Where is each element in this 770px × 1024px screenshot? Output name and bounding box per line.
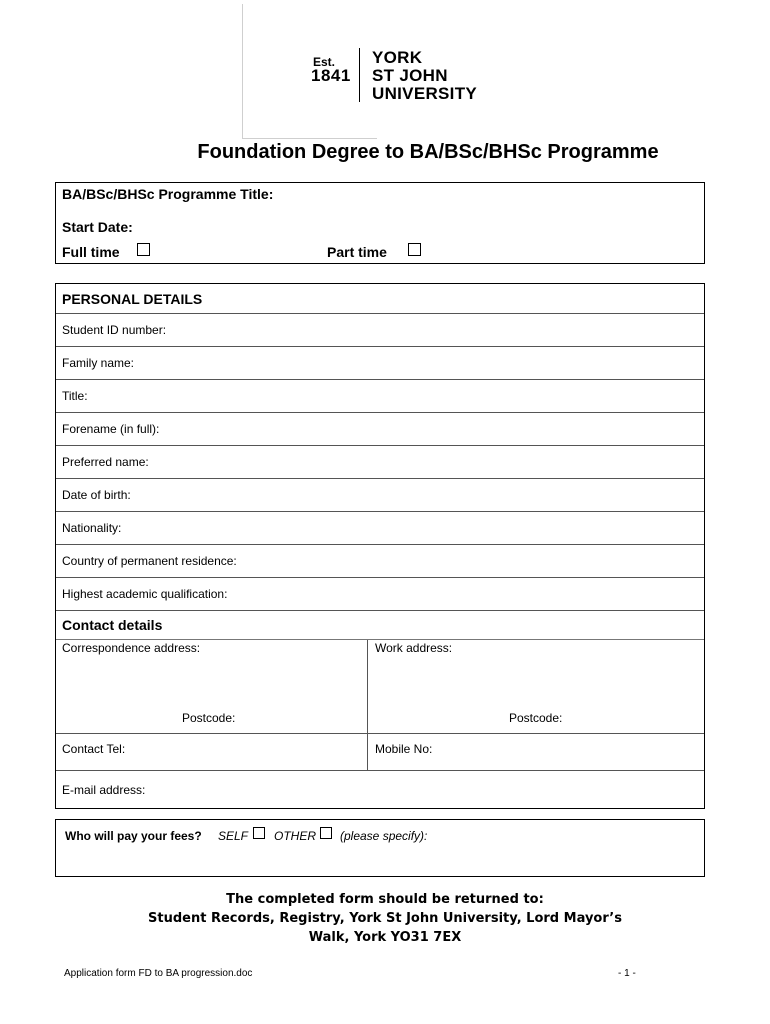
- email-field[interactable]: E-mail address:: [62, 783, 146, 797]
- fees-other-checkbox[interactable]: [320, 827, 332, 839]
- student-id-field[interactable]: Student ID number:: [62, 323, 167, 337]
- row-divider: [56, 412, 704, 413]
- row-divider: [56, 733, 704, 734]
- page-guide-line: [242, 138, 377, 139]
- contact-tel-field[interactable]: Contact Tel:: [62, 742, 126, 756]
- row-divider: [56, 544, 704, 545]
- date-of-birth-field[interactable]: Date of birth:: [62, 488, 131, 502]
- fees-self-checkbox[interactable]: [253, 827, 265, 839]
- contact-details-heading: Contact details: [62, 617, 163, 633]
- return-line-2: Student Records, Registry, York St John University, Lord Mayor’s: [148, 911, 622, 926]
- fees-other-label: OTHER: [274, 829, 316, 843]
- row-divider: [56, 445, 704, 446]
- work-address-field[interactable]: Work address:: [375, 641, 453, 655]
- correspondence-address-field[interactable]: Correspondence address:: [62, 641, 201, 655]
- return-line-3: Walk, York YO31 7EX: [308, 930, 462, 945]
- footer-page-number: - 1 -: [618, 968, 636, 979]
- academic-qualification-field[interactable]: Highest academic qualification:: [62, 587, 228, 601]
- return-instructions: [0, 890, 770, 947]
- column-divider: [367, 639, 368, 770]
- fees-question: Who will pay your fees?: [65, 829, 202, 843]
- logo-name-line3: UNIVERSITY: [372, 84, 478, 103]
- return-line-1: The completed form should be returned to:: [226, 892, 544, 907]
- row-divider: [56, 639, 704, 640]
- correspondence-postcode-field[interactable]: Postcode:: [182, 711, 236, 725]
- row-divider: [56, 511, 704, 512]
- preferred-name-field[interactable]: Preferred name:: [62, 455, 149, 469]
- programme-title-label: BA/BSc/BHSc Programme Title:: [62, 186, 274, 202]
- start-date-label: Start Date:: [62, 219, 133, 235]
- logo-divider: [359, 48, 360, 102]
- row-divider: [56, 610, 704, 611]
- row-divider: [56, 379, 704, 380]
- country-of-residence-field[interactable]: Country of permanent residence:: [62, 554, 237, 568]
- part-time-checkbox[interactable]: [408, 243, 421, 256]
- personal-details-heading: PERSONAL DETAILS: [62, 291, 203, 307]
- row-divider: [56, 770, 704, 771]
- mobile-field[interactable]: Mobile No:: [375, 742, 433, 756]
- row-divider: [56, 313, 704, 314]
- page-guide-line: [242, 4, 243, 138]
- logo-year: 1841: [311, 66, 351, 85]
- row-divider: [56, 346, 704, 347]
- work-postcode-field[interactable]: Postcode:: [509, 711, 563, 725]
- family-name-field[interactable]: Family name:: [62, 356, 135, 370]
- nationality-field[interactable]: Nationality:: [62, 521, 122, 535]
- logo-est: Est.: [313, 55, 336, 69]
- forename-field[interactable]: Forename (in full):: [62, 422, 160, 436]
- fees-self-label: SELF: [218, 829, 249, 843]
- personal-details-table: [55, 283, 705, 809]
- title-field[interactable]: Title:: [62, 389, 88, 403]
- logo-name-line2: ST JOHN: [372, 66, 448, 85]
- footer-filename: Application form FD to BA progression.doc: [64, 968, 253, 979]
- fees-specify-field[interactable]: (please specify):: [340, 829, 428, 843]
- row-divider: [56, 478, 704, 479]
- full-time-checkbox[interactable]: [137, 243, 150, 256]
- fees-box: [55, 819, 705, 877]
- logo-name-line1: YORK: [372, 48, 423, 67]
- form-title: Foundation Degree to BA/BSc/BHSc Programme: [197, 141, 659, 163]
- row-divider: [56, 577, 704, 578]
- part-time-label: Part time: [327, 244, 387, 260]
- full-time-label: Full time: [62, 244, 120, 260]
